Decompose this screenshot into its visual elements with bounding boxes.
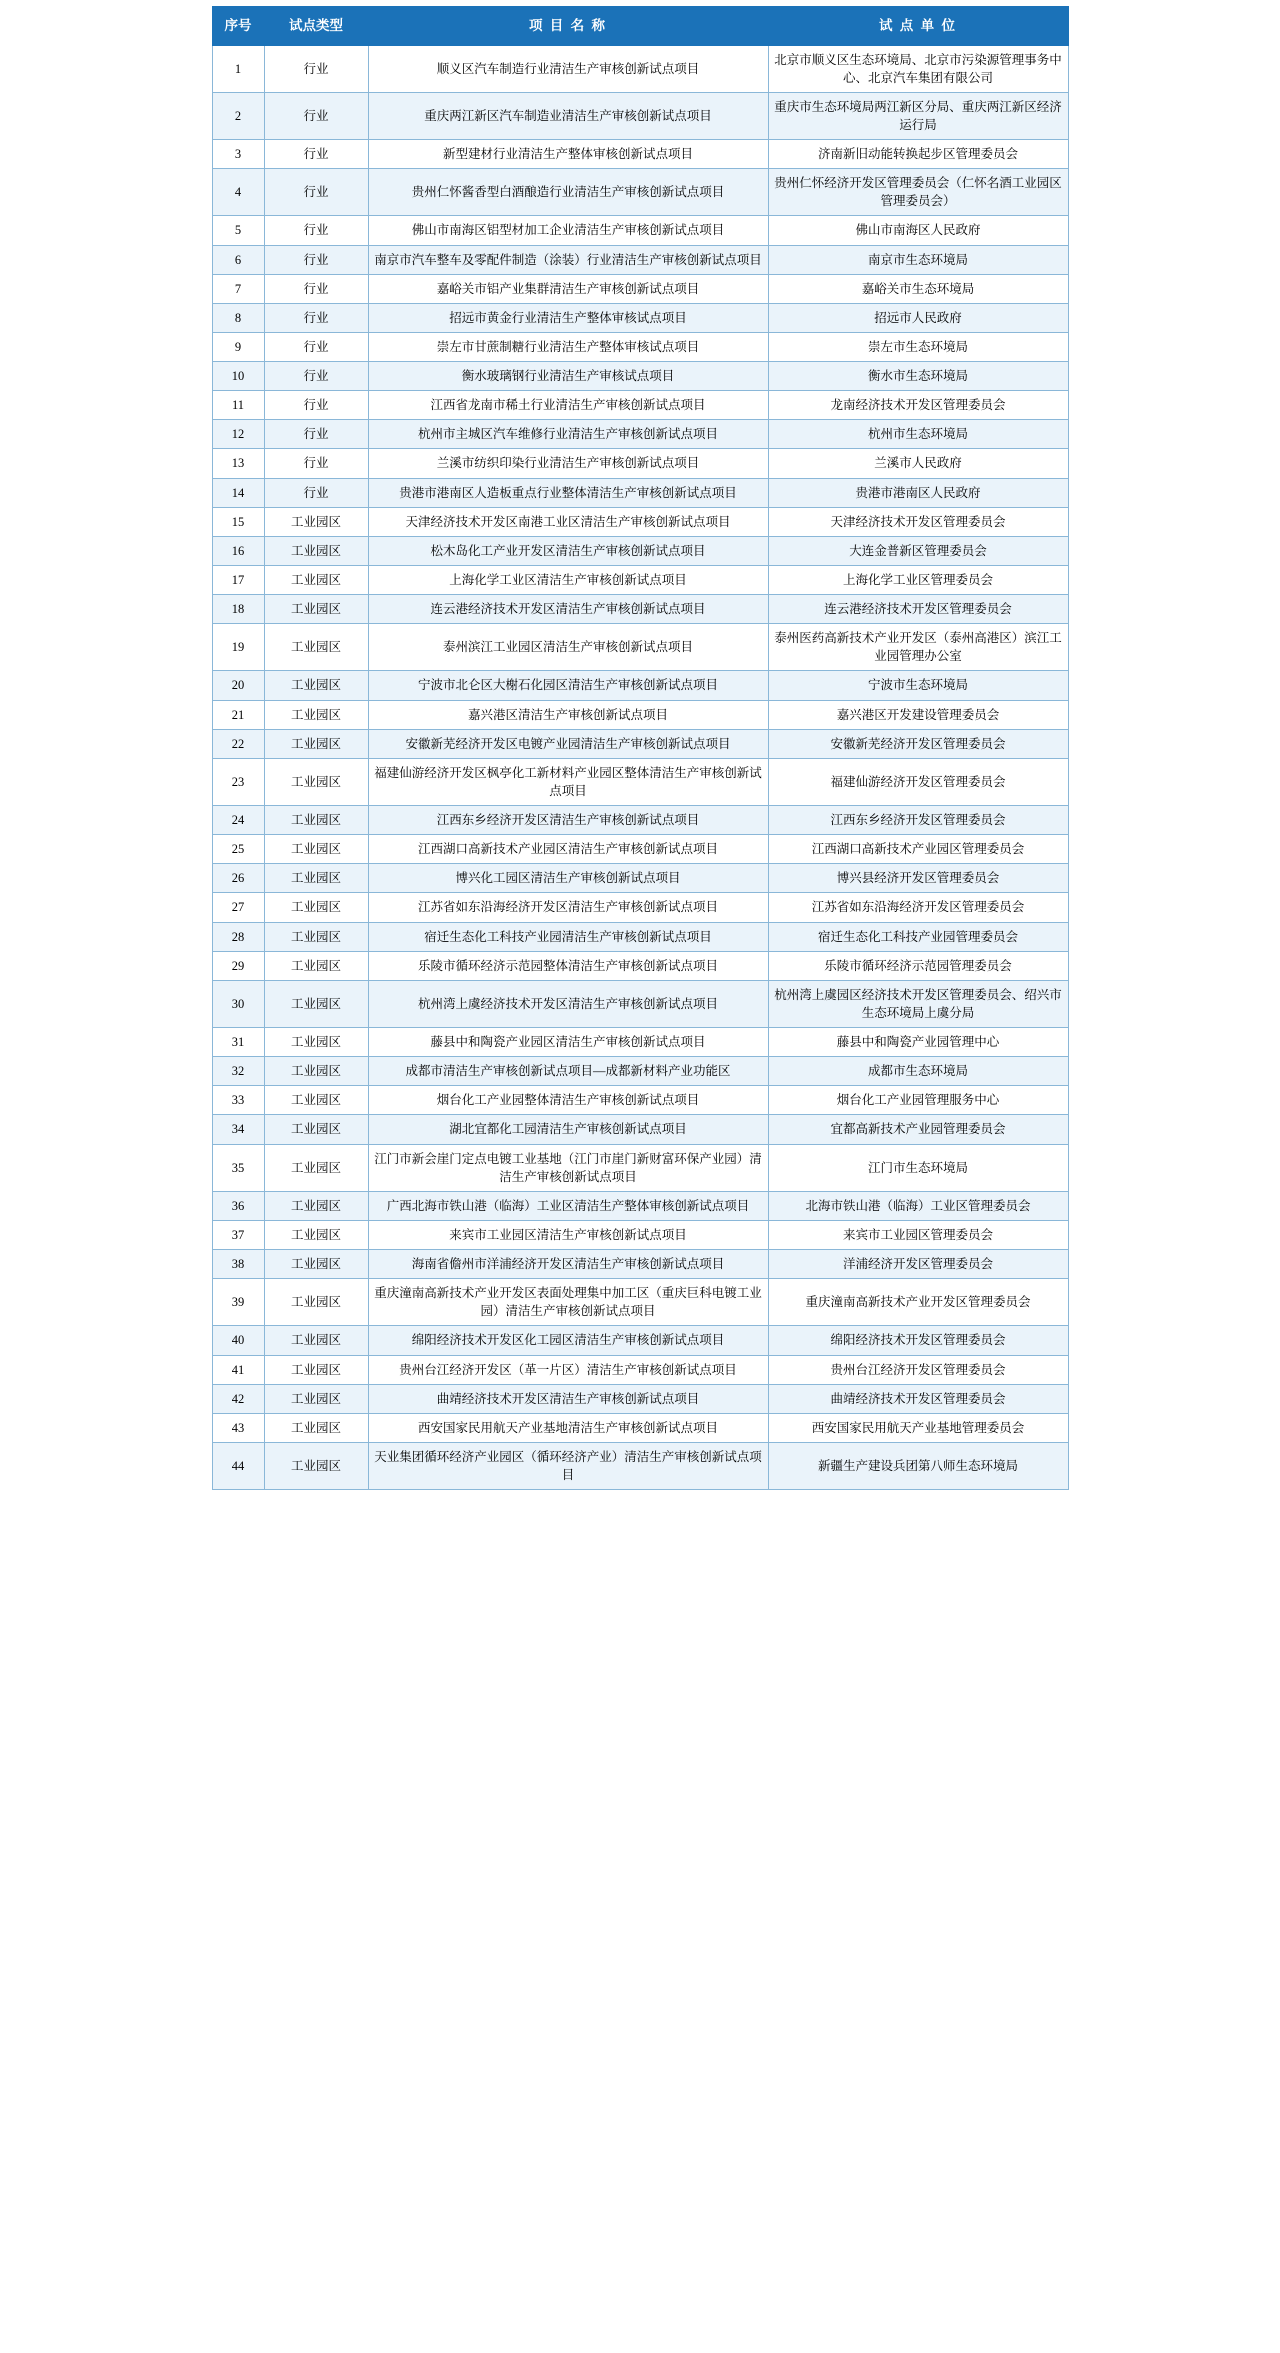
cell-project-name: 乐陵市循环经济示范园整体清洁生产审核创新试点项目 <box>368 951 768 980</box>
cell-no: 43 <box>212 1413 264 1442</box>
cell-no: 4 <box>212 169 264 216</box>
cell-project-name: 贵州仁怀酱香型白酒酿造行业清洁生产审核创新试点项目 <box>368 169 768 216</box>
table-row <box>212 1144 1068 1191</box>
cell-project-name: 佛山市南海区铝型材加工企业清洁生产审核创新试点项目 <box>368 216 768 245</box>
table-row <box>212 700 1068 729</box>
cell-project-name: 嘉兴港区清洁生产审核创新试点项目 <box>368 700 768 729</box>
cell-type: 工业园区 <box>264 1279 368 1326</box>
cell-no: 29 <box>212 951 264 980</box>
cell-project-name: 连云港经济技术开发区清洁生产审核创新试点项目 <box>368 595 768 624</box>
cell-pilot-unit: 嘉峪关市生态环境局 <box>768 274 1068 303</box>
cell-no: 18 <box>212 595 264 624</box>
cell-project-name: 福建仙游经济开发区枫亭化工新材料产业园区整体清洁生产审核创新试点项目 <box>368 758 768 805</box>
cell-project-name: 重庆两江新区汽车制造业清洁生产审核创新试点项目 <box>368 92 768 139</box>
cell-no: 26 <box>212 864 264 893</box>
cell-no: 40 <box>212 1326 264 1355</box>
cell-type: 工业园区 <box>264 1413 368 1442</box>
cell-no: 11 <box>212 391 264 420</box>
cell-pilot-unit: 乐陵市循环经济示范园管理委员会 <box>768 951 1068 980</box>
cell-pilot-unit: 重庆市生态环境局两江新区分局、重庆两江新区经济运行局 <box>768 92 1068 139</box>
cell-no: 38 <box>212 1250 264 1279</box>
cell-no: 22 <box>212 729 264 758</box>
cell-pilot-unit: 江门市生态环境局 <box>768 1144 1068 1191</box>
cell-pilot-unit: 西安国家民用航天产业基地管理委员会 <box>768 1413 1068 1442</box>
cell-no: 25 <box>212 835 264 864</box>
cell-project-name: 江西东乡经济开发区清洁生产审核创新试点项目 <box>368 806 768 835</box>
cell-type: 工业园区 <box>264 671 368 700</box>
cell-no: 7 <box>212 274 264 303</box>
cell-type: 行业 <box>264 420 368 449</box>
table-row <box>212 1384 1068 1413</box>
cell-no: 2 <box>212 92 264 139</box>
column-header-project-name: 项 目 名 称 <box>368 7 768 46</box>
table-row <box>212 1326 1068 1355</box>
cell-no: 42 <box>212 1384 264 1413</box>
table-row <box>212 1413 1068 1442</box>
table-row <box>212 893 1068 922</box>
cell-project-name: 曲靖经济技术开发区清洁生产审核创新试点项目 <box>368 1384 768 1413</box>
cell-type: 工业园区 <box>264 951 368 980</box>
cell-project-name: 江西省龙南市稀土行业清洁生产审核创新试点项目 <box>368 391 768 420</box>
cell-type: 工业园区 <box>264 893 368 922</box>
cell-pilot-unit: 兰溪市人民政府 <box>768 449 1068 478</box>
cell-type: 工业园区 <box>264 565 368 594</box>
cell-no: 19 <box>212 624 264 671</box>
table-row <box>212 140 1068 169</box>
cell-pilot-unit: 曲靖经济技术开发区管理委员会 <box>768 1384 1068 1413</box>
table-header <box>212 7 1068 46</box>
cell-no: 39 <box>212 1279 264 1326</box>
table-row <box>212 729 1068 758</box>
cell-type: 工业园区 <box>264 1384 368 1413</box>
cell-project-name: 江西湖口高新技术产业园区清洁生产审核创新试点项目 <box>368 835 768 864</box>
cell-pilot-unit: 杭州湾上虞园区经济技术开发区管理委员会、绍兴市生态环境局上虞分局 <box>768 980 1068 1027</box>
cell-pilot-unit: 新疆生产建设兵团第八师生态环境局 <box>768 1442 1068 1489</box>
cell-project-name: 杭州湾上虞经济技术开发区清洁生产审核创新试点项目 <box>368 980 768 1027</box>
cell-no: 12 <box>212 420 264 449</box>
cell-pilot-unit: 江西湖口高新技术产业园区管理委员会 <box>768 835 1068 864</box>
table-row <box>212 671 1068 700</box>
table-row <box>212 1028 1068 1057</box>
cell-no: 30 <box>212 980 264 1027</box>
table-row <box>212 922 1068 951</box>
cell-project-name: 来宾市工业园区清洁生产审核创新试点项目 <box>368 1220 768 1249</box>
cell-pilot-unit: 福建仙游经济开发区管理委员会 <box>768 758 1068 805</box>
cell-pilot-unit: 上海化学工业区管理委员会 <box>768 565 1068 594</box>
table-row <box>212 449 1068 478</box>
table-row <box>212 391 1068 420</box>
cell-no: 44 <box>212 1442 264 1489</box>
cell-pilot-unit: 贵州仁怀经济开发区管理委员会（仁怀名酒工业园区管理委员会） <box>768 169 1068 216</box>
cell-type: 工业园区 <box>264 624 368 671</box>
cell-project-name: 西安国家民用航天产业基地清洁生产审核创新试点项目 <box>368 1413 768 1442</box>
table-row <box>212 1250 1068 1279</box>
cell-type: 工业园区 <box>264 729 368 758</box>
cell-no: 34 <box>212 1115 264 1144</box>
table-row <box>212 835 1068 864</box>
cell-no: 27 <box>212 893 264 922</box>
cell-no: 1 <box>212 45 264 92</box>
cell-pilot-unit: 佛山市南海区人民政府 <box>768 216 1068 245</box>
cell-type: 行业 <box>264 245 368 274</box>
cell-pilot-unit: 重庆潼南高新技术产业开发区管理委员会 <box>768 1279 1068 1326</box>
cell-no: 41 <box>212 1355 264 1384</box>
cell-pilot-unit: 北海市铁山港（临海）工业区管理委员会 <box>768 1191 1068 1220</box>
cell-pilot-unit: 江西东乡经济开发区管理委员会 <box>768 806 1068 835</box>
cell-no: 21 <box>212 700 264 729</box>
cell-pilot-unit: 绵阳经济技术开发区管理委员会 <box>768 1326 1068 1355</box>
table-row <box>212 595 1068 624</box>
cell-project-name: 成都市清洁生产审核创新试点项目—成都新材料产业功能区 <box>368 1057 768 1086</box>
table-row <box>212 1442 1068 1489</box>
cell-type: 工业园区 <box>264 507 368 536</box>
cell-type: 工业园区 <box>264 536 368 565</box>
cell-pilot-unit: 济南新旧动能转换起步区管理委员会 <box>768 140 1068 169</box>
cell-no: 37 <box>212 1220 264 1249</box>
cell-type: 工业园区 <box>264 1355 368 1384</box>
cell-project-name: 贵港市港南区人造板重点行业整体清洁生产审核创新试点项目 <box>368 478 768 507</box>
cell-no: 16 <box>212 536 264 565</box>
table-body <box>212 45 1068 1490</box>
cell-project-name: 嘉峪关市铝产业集群清洁生产审核创新试点项目 <box>368 274 768 303</box>
table-header-row <box>212 7 1068 46</box>
cell-project-name: 兰溪市纺织印染行业清洁生产审核创新试点项目 <box>368 449 768 478</box>
cell-type: 工业园区 <box>264 1028 368 1057</box>
cell-pilot-unit: 崇左市生态环境局 <box>768 332 1068 361</box>
cell-project-name: 江门市新会崖门定点电镀工业基地（江门市崖门新财富环保产业园）清洁生产审核创新试点项目 <box>368 1144 768 1191</box>
cell-pilot-unit: 宜都高新技术产业园管理委员会 <box>768 1115 1068 1144</box>
column-header-type: 试点类型 <box>264 7 368 46</box>
cell-no: 5 <box>212 216 264 245</box>
table-row <box>212 1086 1068 1115</box>
table-row <box>212 92 1068 139</box>
cell-pilot-unit: 藤县中和陶瓷产业园管理中心 <box>768 1028 1068 1057</box>
cell-project-name: 松木岛化工产业开发区清洁生产审核创新试点项目 <box>368 536 768 565</box>
cell-project-name: 衡水玻璃钢行业清洁生产审核试点项目 <box>368 362 768 391</box>
cell-no: 36 <box>212 1191 264 1220</box>
cell-no: 32 <box>212 1057 264 1086</box>
cell-type: 工业园区 <box>264 806 368 835</box>
cell-project-name: 天业集团循环经济产业园区（循环经济产业）清洁生产审核创新试点项目 <box>368 1442 768 1489</box>
cell-no: 9 <box>212 332 264 361</box>
cell-no: 24 <box>212 806 264 835</box>
table-row <box>212 1220 1068 1249</box>
table-row <box>212 303 1068 332</box>
cell-no: 8 <box>212 303 264 332</box>
column-header-no: 序号 <box>212 7 264 46</box>
cell-no: 6 <box>212 245 264 274</box>
table-row <box>212 565 1068 594</box>
cell-no: 15 <box>212 507 264 536</box>
cell-project-name: 杭州市主城区汽车维修行业清洁生产审核创新试点项目 <box>368 420 768 449</box>
cell-project-name: 宁波市北仑区大榭石化园区清洁生产审核创新试点项目 <box>368 671 768 700</box>
cell-pilot-unit: 贵港市港南区人民政府 <box>768 478 1068 507</box>
cell-project-name: 海南省儋州市洋浦经济开发区清洁生产审核创新试点项目 <box>368 1250 768 1279</box>
cell-pilot-unit: 洋浦经济开发区管理委员会 <box>768 1250 1068 1279</box>
table-row <box>212 45 1068 92</box>
cell-type: 行业 <box>264 478 368 507</box>
cell-project-name: 宿迁生态化工科技产业园清洁生产审核创新试点项目 <box>368 922 768 951</box>
table-row <box>212 362 1068 391</box>
cell-no: 14 <box>212 478 264 507</box>
cell-type: 工业园区 <box>264 1250 368 1279</box>
cell-pilot-unit: 招远市人民政府 <box>768 303 1068 332</box>
cell-no: 13 <box>212 449 264 478</box>
cell-pilot-unit: 北京市顺义区生态环境局、北京市污染源管理事务中心、北京汽车集团有限公司 <box>768 45 1068 92</box>
cell-pilot-unit: 衡水市生态环境局 <box>768 362 1068 391</box>
page-footer-mark <box>212 1490 1068 1502</box>
cell-type: 行业 <box>264 45 368 92</box>
cell-project-name: 藤县中和陶瓷产业园区清洁生产审核创新试点项目 <box>368 1028 768 1057</box>
cell-type: 工业园区 <box>264 980 368 1027</box>
cell-type: 行业 <box>264 362 368 391</box>
cell-project-name: 崇左市甘蔗制糖行业清洁生产整体审核试点项目 <box>368 332 768 361</box>
cell-project-name: 烟台化工产业园整体清洁生产审核创新试点项目 <box>368 1086 768 1115</box>
cell-type: 行业 <box>264 140 368 169</box>
cell-pilot-unit: 烟台化工产业园管理服务中心 <box>768 1086 1068 1115</box>
table-row <box>212 478 1068 507</box>
table-row <box>212 758 1068 805</box>
table-row <box>212 1057 1068 1086</box>
table-row <box>212 624 1068 671</box>
cell-pilot-unit: 江苏省如东沿海经济开发区管理委员会 <box>768 893 1068 922</box>
cell-project-name: 顺义区汽车制造行业清洁生产审核创新试点项目 <box>368 45 768 92</box>
table-row <box>212 1355 1068 1384</box>
cell-project-name: 新型建材行业清洁生产整体审核创新试点项目 <box>368 140 768 169</box>
cell-project-name: 贵州台江经济开发区（革一片区）清洁生产审核创新试点项目 <box>368 1355 768 1384</box>
table-row <box>212 864 1068 893</box>
cell-no: 33 <box>212 1086 264 1115</box>
cell-project-name: 泰州滨江工业园区清洁生产审核创新试点项目 <box>368 624 768 671</box>
cell-pilot-unit: 宿迁生态化工科技产业园管理委员会 <box>768 922 1068 951</box>
cell-type: 行业 <box>264 169 368 216</box>
cell-pilot-unit: 嘉兴港区开发建设管理委员会 <box>768 700 1068 729</box>
cell-project-name: 招远市黄金行业清洁生产整体审核试点项目 <box>368 303 768 332</box>
cell-project-name: 绵阳经济技术开发区化工园区清洁生产审核创新试点项目 <box>368 1326 768 1355</box>
table-row <box>212 536 1068 565</box>
table-row <box>212 420 1068 449</box>
cell-no: 23 <box>212 758 264 805</box>
table-row <box>212 332 1068 361</box>
column-header-pilot-unit: 试 点 单 位 <box>768 7 1068 46</box>
cell-no: 28 <box>212 922 264 951</box>
pilot-projects-table <box>212 6 1069 1490</box>
cell-pilot-unit: 贵州台江经济开发区管理委员会 <box>768 1355 1068 1384</box>
cell-type: 工业园区 <box>264 758 368 805</box>
cell-type: 行业 <box>264 92 368 139</box>
cell-pilot-unit: 泰州医药高新技术产业开发区（泰州高港区）滨江工业园管理办公室 <box>768 624 1068 671</box>
cell-pilot-unit: 连云港经济技术开发区管理委员会 <box>768 595 1068 624</box>
cell-no: 35 <box>212 1144 264 1191</box>
cell-type: 工业园区 <box>264 1220 368 1249</box>
cell-project-name: 天津经济技术开发区南港工业区清洁生产审核创新试点项目 <box>368 507 768 536</box>
cell-no: 31 <box>212 1028 264 1057</box>
cell-type: 行业 <box>264 332 368 361</box>
table-row <box>212 951 1068 980</box>
cell-project-name: 安徽新芜经济开发区电镀产业园清洁生产审核创新试点项目 <box>368 729 768 758</box>
cell-project-name: 江苏省如东沿海经济开发区清洁生产审核创新试点项目 <box>368 893 768 922</box>
table-row <box>212 274 1068 303</box>
cell-pilot-unit: 成都市生态环境局 <box>768 1057 1068 1086</box>
cell-pilot-unit: 杭州市生态环境局 <box>768 420 1068 449</box>
cell-project-name: 南京市汽车整车及零配件制造（涂装）行业清洁生产审核创新试点项目 <box>368 245 768 274</box>
table-row <box>212 216 1068 245</box>
cell-no: 10 <box>212 362 264 391</box>
table-row <box>212 806 1068 835</box>
cell-type: 行业 <box>264 303 368 332</box>
cell-type: 工业园区 <box>264 1326 368 1355</box>
cell-type: 工业园区 <box>264 595 368 624</box>
cell-no: 3 <box>212 140 264 169</box>
cell-pilot-unit: 博兴县经济开发区管理委员会 <box>768 864 1068 893</box>
cell-type: 行业 <box>264 449 368 478</box>
cell-project-name: 重庆潼南高新技术产业开发区表面处理集中加工区（重庆巨科电镀工业园）清洁生产审核创新试点项目 <box>368 1279 768 1326</box>
table-row <box>212 980 1068 1027</box>
cell-project-name: 上海化学工业区清洁生产审核创新试点项目 <box>368 565 768 594</box>
cell-type: 工业园区 <box>264 922 368 951</box>
table-row <box>212 507 1068 536</box>
cell-type: 工业园区 <box>264 1057 368 1086</box>
cell-type: 工业园区 <box>264 700 368 729</box>
cell-pilot-unit: 龙南经济技术开发区管理委员会 <box>768 391 1068 420</box>
cell-pilot-unit: 宁波市生态环境局 <box>768 671 1068 700</box>
cell-type: 工业园区 <box>264 1086 368 1115</box>
table-row <box>212 169 1068 216</box>
cell-project-name: 博兴化工园区清洁生产审核创新试点项目 <box>368 864 768 893</box>
cell-type: 工业园区 <box>264 1144 368 1191</box>
cell-type: 工业园区 <box>264 1442 368 1489</box>
cell-type: 行业 <box>264 391 368 420</box>
cell-pilot-unit: 大连金普新区管理委员会 <box>768 536 1068 565</box>
cell-pilot-unit: 安徽新芜经济开发区管理委员会 <box>768 729 1068 758</box>
cell-type: 工业园区 <box>264 1115 368 1144</box>
cell-project-name: 湖北宜都化工园清洁生产审核创新试点项目 <box>368 1115 768 1144</box>
cell-type: 工业园区 <box>264 835 368 864</box>
table-row <box>212 245 1068 274</box>
cell-type: 行业 <box>264 216 368 245</box>
table-row <box>212 1115 1068 1144</box>
cell-no: 20 <box>212 671 264 700</box>
cell-project-name: 广西北海市铁山港（临海）工业区清洁生产整体审核创新试点项目 <box>368 1191 768 1220</box>
table-row <box>212 1191 1068 1220</box>
table-row <box>212 1279 1068 1326</box>
cell-no: 17 <box>212 565 264 594</box>
cell-type: 行业 <box>264 274 368 303</box>
cell-pilot-unit: 来宾市工业园区管理委员会 <box>768 1220 1068 1249</box>
cell-type: 工业园区 <box>264 1191 368 1220</box>
cell-pilot-unit: 南京市生态环境局 <box>768 245 1068 274</box>
cell-type: 工业园区 <box>264 864 368 893</box>
cell-pilot-unit: 天津经济技术开发区管理委员会 <box>768 507 1068 536</box>
